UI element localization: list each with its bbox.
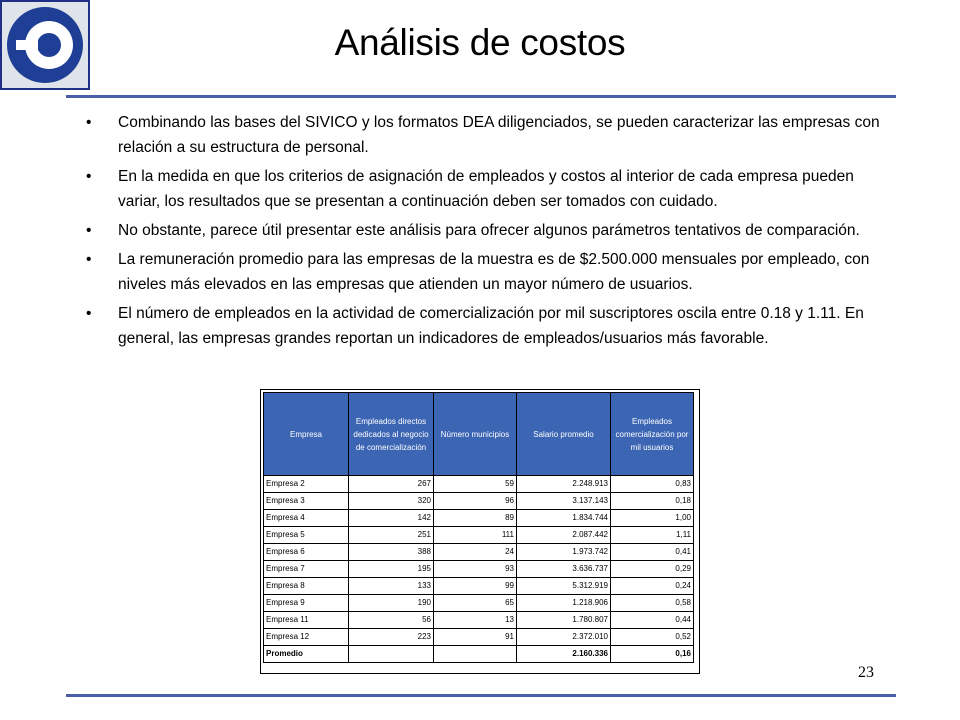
slide-title: Análisis de costos (334, 22, 626, 63)
cell-municipios: 93 (434, 561, 517, 578)
cell-salario: 1.973.742 (517, 544, 611, 561)
cost-table (263, 392, 694, 663)
cell-municipios: 111 (434, 527, 517, 544)
cell-salario: 2.087.442 (517, 527, 611, 544)
cell-empresa: Empresa 4 (264, 510, 349, 527)
bullet-text: La remuneración promedio para las empresas de la muestra es de $2.500.000 mensuales por empleado, con niveles más elevados en las empresas que atienden un mayor número de usuarios. (118, 251, 870, 293)
cell-empleados: 223 (349, 629, 434, 646)
table-row (264, 544, 694, 561)
table-row (264, 612, 694, 629)
cell-empleados: 56 (349, 612, 434, 629)
cell-ratio: 0,24 (611, 578, 694, 595)
table-header-row (264, 393, 694, 476)
table-row (264, 510, 694, 527)
header-empresa: Empresa (264, 393, 349, 476)
table-row (264, 476, 694, 493)
table-row (264, 561, 694, 578)
cell-ratio: 0,18 (611, 493, 694, 510)
bullet-item (86, 218, 886, 243)
table-row (264, 629, 694, 646)
bullet-marker: • (86, 168, 92, 185)
cell-municipios: 24 (434, 544, 517, 561)
page-number: 23 (858, 664, 874, 681)
cell-municipios: 65 (434, 595, 517, 612)
cell-empresa: Empresa 2 (264, 476, 349, 493)
cell-municipios: 96 (434, 493, 517, 510)
bullet-item (86, 110, 886, 160)
cell-salario: 3.636.737 (517, 561, 611, 578)
bullet-text: Combinando las bases del SIVICO y los formatos DEA diligenciados, se pueden caracterizar las empresas con relación a su estructura de personal. (118, 114, 880, 156)
table-row (264, 595, 694, 612)
cell-salario: 2.372.010 (517, 629, 611, 646)
bullet-marker: • (86, 305, 92, 322)
cell-empresa: Empresa 3 (264, 493, 349, 510)
header-municipios: Número municipios (434, 393, 517, 476)
cell-salario: 1.218.906 (517, 595, 611, 612)
bullet-item (86, 247, 886, 297)
cell-ratio: 0,29 (611, 561, 694, 578)
bullet-marker: • (86, 222, 92, 239)
bullet-marker: • (86, 114, 92, 131)
cell-empresa: Promedio (264, 646, 349, 663)
cell-empleados: 133 (349, 578, 434, 595)
cell-empleados: 142 (349, 510, 434, 527)
cell-ratio: 0,16 (611, 646, 694, 663)
cell-empleados: 195 (349, 561, 434, 578)
cell-empleados: 320 (349, 493, 434, 510)
cell-empleados: 190 (349, 595, 434, 612)
cell-empresa: Empresa 7 (264, 561, 349, 578)
cell-municipios: 59 (434, 476, 517, 493)
header-empleados: Empleados directos dedicados al negocio de comercialización (349, 393, 434, 476)
cell-empleados (349, 646, 434, 663)
cell-empresa: Empresa 8 (264, 578, 349, 595)
table-row (264, 578, 694, 595)
cell-empresa: Empresa 9 (264, 595, 349, 612)
bullet-marker: • (86, 251, 92, 268)
bullet-text: En la medida en que los criterios de asignación de empleados y costos al interior de cada empresa pueden variar, los resultados que se presentan a continuación deben ser tomados con cuidado. (118, 168, 854, 210)
cell-empleados: 388 (349, 544, 434, 561)
cell-salario: 3.137.143 (517, 493, 611, 510)
cell-salario: 1.780.807 (517, 612, 611, 629)
bullet-text: No obstante, parece útil presentar este análisis para ofrecer algunos parámetros tentativos de comparación. (118, 222, 860, 239)
top-divider (66, 95, 896, 98)
cell-ratio: 1,11 (611, 527, 694, 544)
cell-municipios: 91 (434, 629, 517, 646)
cell-empleados: 267 (349, 476, 434, 493)
cell-empleados: 251 (349, 527, 434, 544)
cell-empresa: Empresa 6 (264, 544, 349, 561)
cell-municipios (434, 646, 517, 663)
cell-ratio: 1,00 (611, 510, 694, 527)
cell-empresa: Empresa 11 (264, 612, 349, 629)
cell-ratio: 0,58 (611, 595, 694, 612)
cell-salario: 2.248.913 (517, 476, 611, 493)
cell-ratio: 0,41 (611, 544, 694, 561)
cell-municipios: 13 (434, 612, 517, 629)
cell-salario: 2.160.336 (517, 646, 611, 663)
cell-municipios: 89 (434, 510, 517, 527)
cell-empresa: Empresa 5 (264, 527, 349, 544)
header-salario: Salario promedio (517, 393, 611, 476)
header-ratio: Empleados comercialización por mil usuarios (611, 393, 694, 476)
bullet-text: El número de empleados en la actividad de comercialización por mil suscriptores oscila entre 0.18 y 1.11. En general, las empresas grandes reportan un indicadores de empleados/usuarios más favorable. (118, 305, 864, 347)
cell-ratio: 0,52 (611, 629, 694, 646)
cell-ratio: 0,83 (611, 476, 694, 493)
cell-municipios: 99 (434, 578, 517, 595)
table-row (264, 493, 694, 510)
cell-salario: 5.312.919 (517, 578, 611, 595)
cell-ratio: 0,44 (611, 612, 694, 629)
cell-salario: 1.834.744 (517, 510, 611, 527)
bullet-item (86, 301, 886, 351)
table-average-row (264, 646, 694, 663)
bullet-item (86, 164, 886, 214)
cell-empresa: Empresa 12 (264, 629, 349, 646)
bullet-list (86, 110, 886, 355)
bottom-divider (66, 694, 896, 697)
table-row (264, 527, 694, 544)
